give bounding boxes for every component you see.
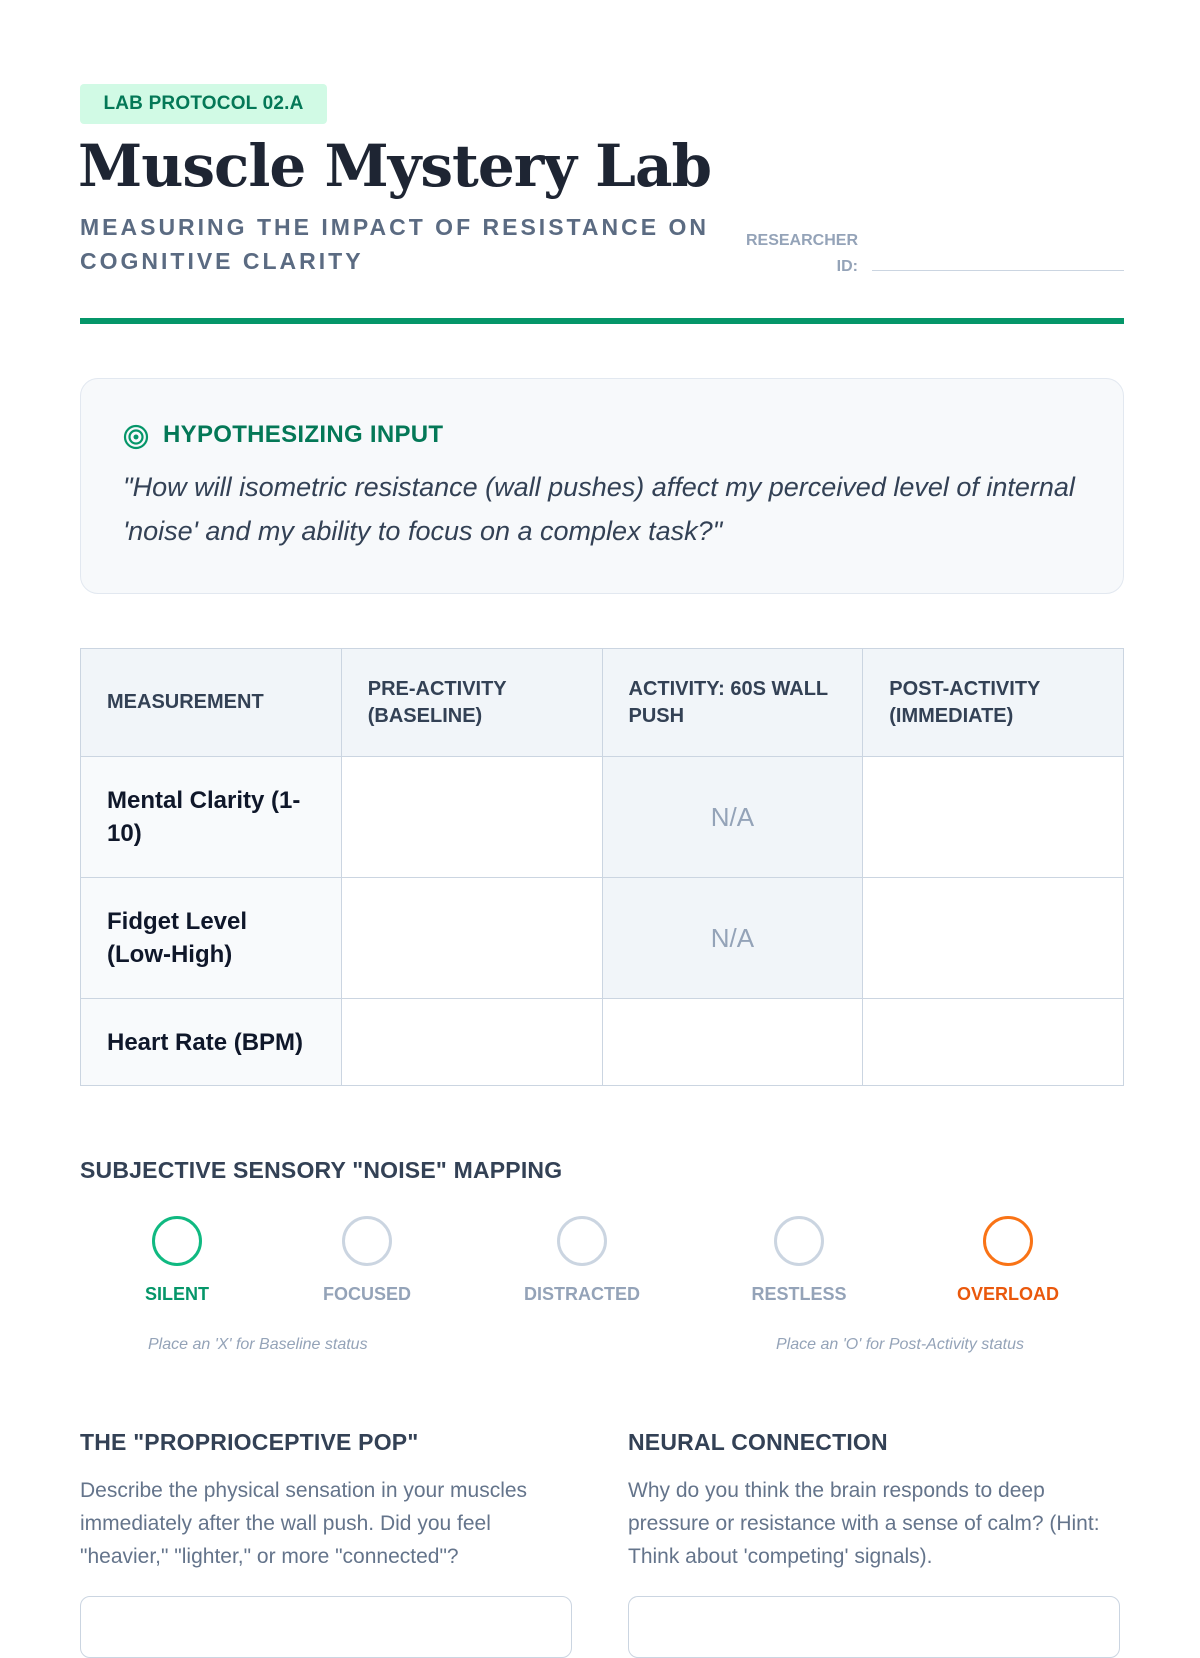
row-label-mental-clarity: Mental Clarity (1-10) xyxy=(81,757,342,878)
scale-circle[interactable] xyxy=(342,1216,392,1266)
cell-fidget-level-post[interactable] xyxy=(863,878,1124,999)
proprioceptive-heading: THE "PROPRIOCEPTIVE POP" xyxy=(80,1429,419,1455)
cell-fidget-level-pre[interactable] xyxy=(341,878,602,999)
table-row xyxy=(81,999,1124,1086)
researcher-id-field[interactable] xyxy=(872,270,1124,271)
cell-heart-rate-pre[interactable] xyxy=(341,999,602,1086)
scale-option-distracted[interactable] xyxy=(482,1216,682,1305)
scale-circle[interactable] xyxy=(774,1216,824,1266)
table-row xyxy=(81,878,1124,999)
page-title: Muscle Mystery Lab xyxy=(78,132,712,200)
cell-mental-clarity-pre[interactable] xyxy=(341,757,602,878)
protocol-badge: LAB PROTOCOL 02.A xyxy=(80,84,327,124)
table-row xyxy=(81,757,1124,878)
col-header-post-activity: POST-ACTIVITY (IMMEDIATE) xyxy=(863,649,1124,757)
researcher-id-label: RESEARCHER ID: xyxy=(745,232,858,275)
proprioceptive-answer-box[interactable] xyxy=(80,1596,572,1658)
target-icon xyxy=(123,424,149,450)
header-divider xyxy=(80,318,1124,324)
cell-heart-rate-activity[interactable] xyxy=(602,999,863,1086)
proprioceptive-prompt: Describe the physical sensation in your muscles immediately after the wall push. Did you feel "heavier," "lighter," or more "connected"? xyxy=(80,1479,528,1568)
cell-mental-clarity-post[interactable] xyxy=(863,757,1124,878)
col-header-measurement: MEASUREMENT xyxy=(81,649,342,757)
neural-connection-prompt: Why do you think the brain responds to deep pressure or resistance with a sense of calm? (Hint: Think about 'competing' signals). xyxy=(628,1479,1100,1568)
hint-baseline: Place an 'X' for Baseline status xyxy=(148,1336,368,1353)
page-subtitle: MEASURING THE IMPACT OF RESISTANCE ON COGNITIVE CLARITY xyxy=(80,214,709,274)
scale-label: FOCUSED xyxy=(322,1284,411,1304)
cell-fidget-level-activity: N/A xyxy=(602,878,863,999)
scale-circle[interactable] xyxy=(557,1216,607,1266)
scale-circle[interactable] xyxy=(152,1216,202,1266)
scale-label: SILENT xyxy=(144,1284,209,1304)
hypothesis-card xyxy=(80,378,1124,594)
cell-mental-clarity-activity: N/A xyxy=(602,757,863,878)
hint-post-activity: Place an 'O' for Post-Activity status xyxy=(776,1336,1024,1353)
hypothesis-question: "How will isometric resistance (wall pushes) affect my perceived level of internal 'noise' and my ability to focus on a complex task?" xyxy=(123,472,1075,546)
scale-option-focused[interactable] xyxy=(267,1216,467,1305)
cell-heart-rate-post[interactable] xyxy=(863,999,1124,1086)
col-header-activity: ACTIVITY: 60S WALL PUSH xyxy=(602,649,863,757)
neural-connection-heading: NEURAL CONNECTION xyxy=(628,1429,888,1455)
col-header-pre-activity: PRE-ACTIVITY (BASELINE) xyxy=(341,649,602,757)
scale-option-overload[interactable] xyxy=(908,1216,1108,1305)
row-label-fidget-level: Fidget Level (Low-High) xyxy=(81,878,342,999)
scale-circle[interactable] xyxy=(983,1216,1033,1266)
table-header-row xyxy=(81,649,1124,757)
neural-connection-answer-box[interactable] xyxy=(628,1596,1120,1658)
row-label-heart-rate: Heart Rate (BPM) xyxy=(81,999,342,1086)
scale-label: DISTRACTED xyxy=(524,1284,640,1304)
hypothesis-label: HYPOTHESIZING INPUT xyxy=(163,421,444,448)
measurement-table xyxy=(80,648,1124,1086)
sensory-mapping-heading: SUBJECTIVE SENSORY "NOISE" MAPPING xyxy=(80,1157,563,1183)
scale-label: OVERLOAD xyxy=(956,1284,1059,1304)
scale-option-silent[interactable] xyxy=(77,1216,277,1305)
scale-label: RESTLESS xyxy=(751,1284,847,1304)
scale-option-restless[interactable] xyxy=(699,1216,899,1305)
